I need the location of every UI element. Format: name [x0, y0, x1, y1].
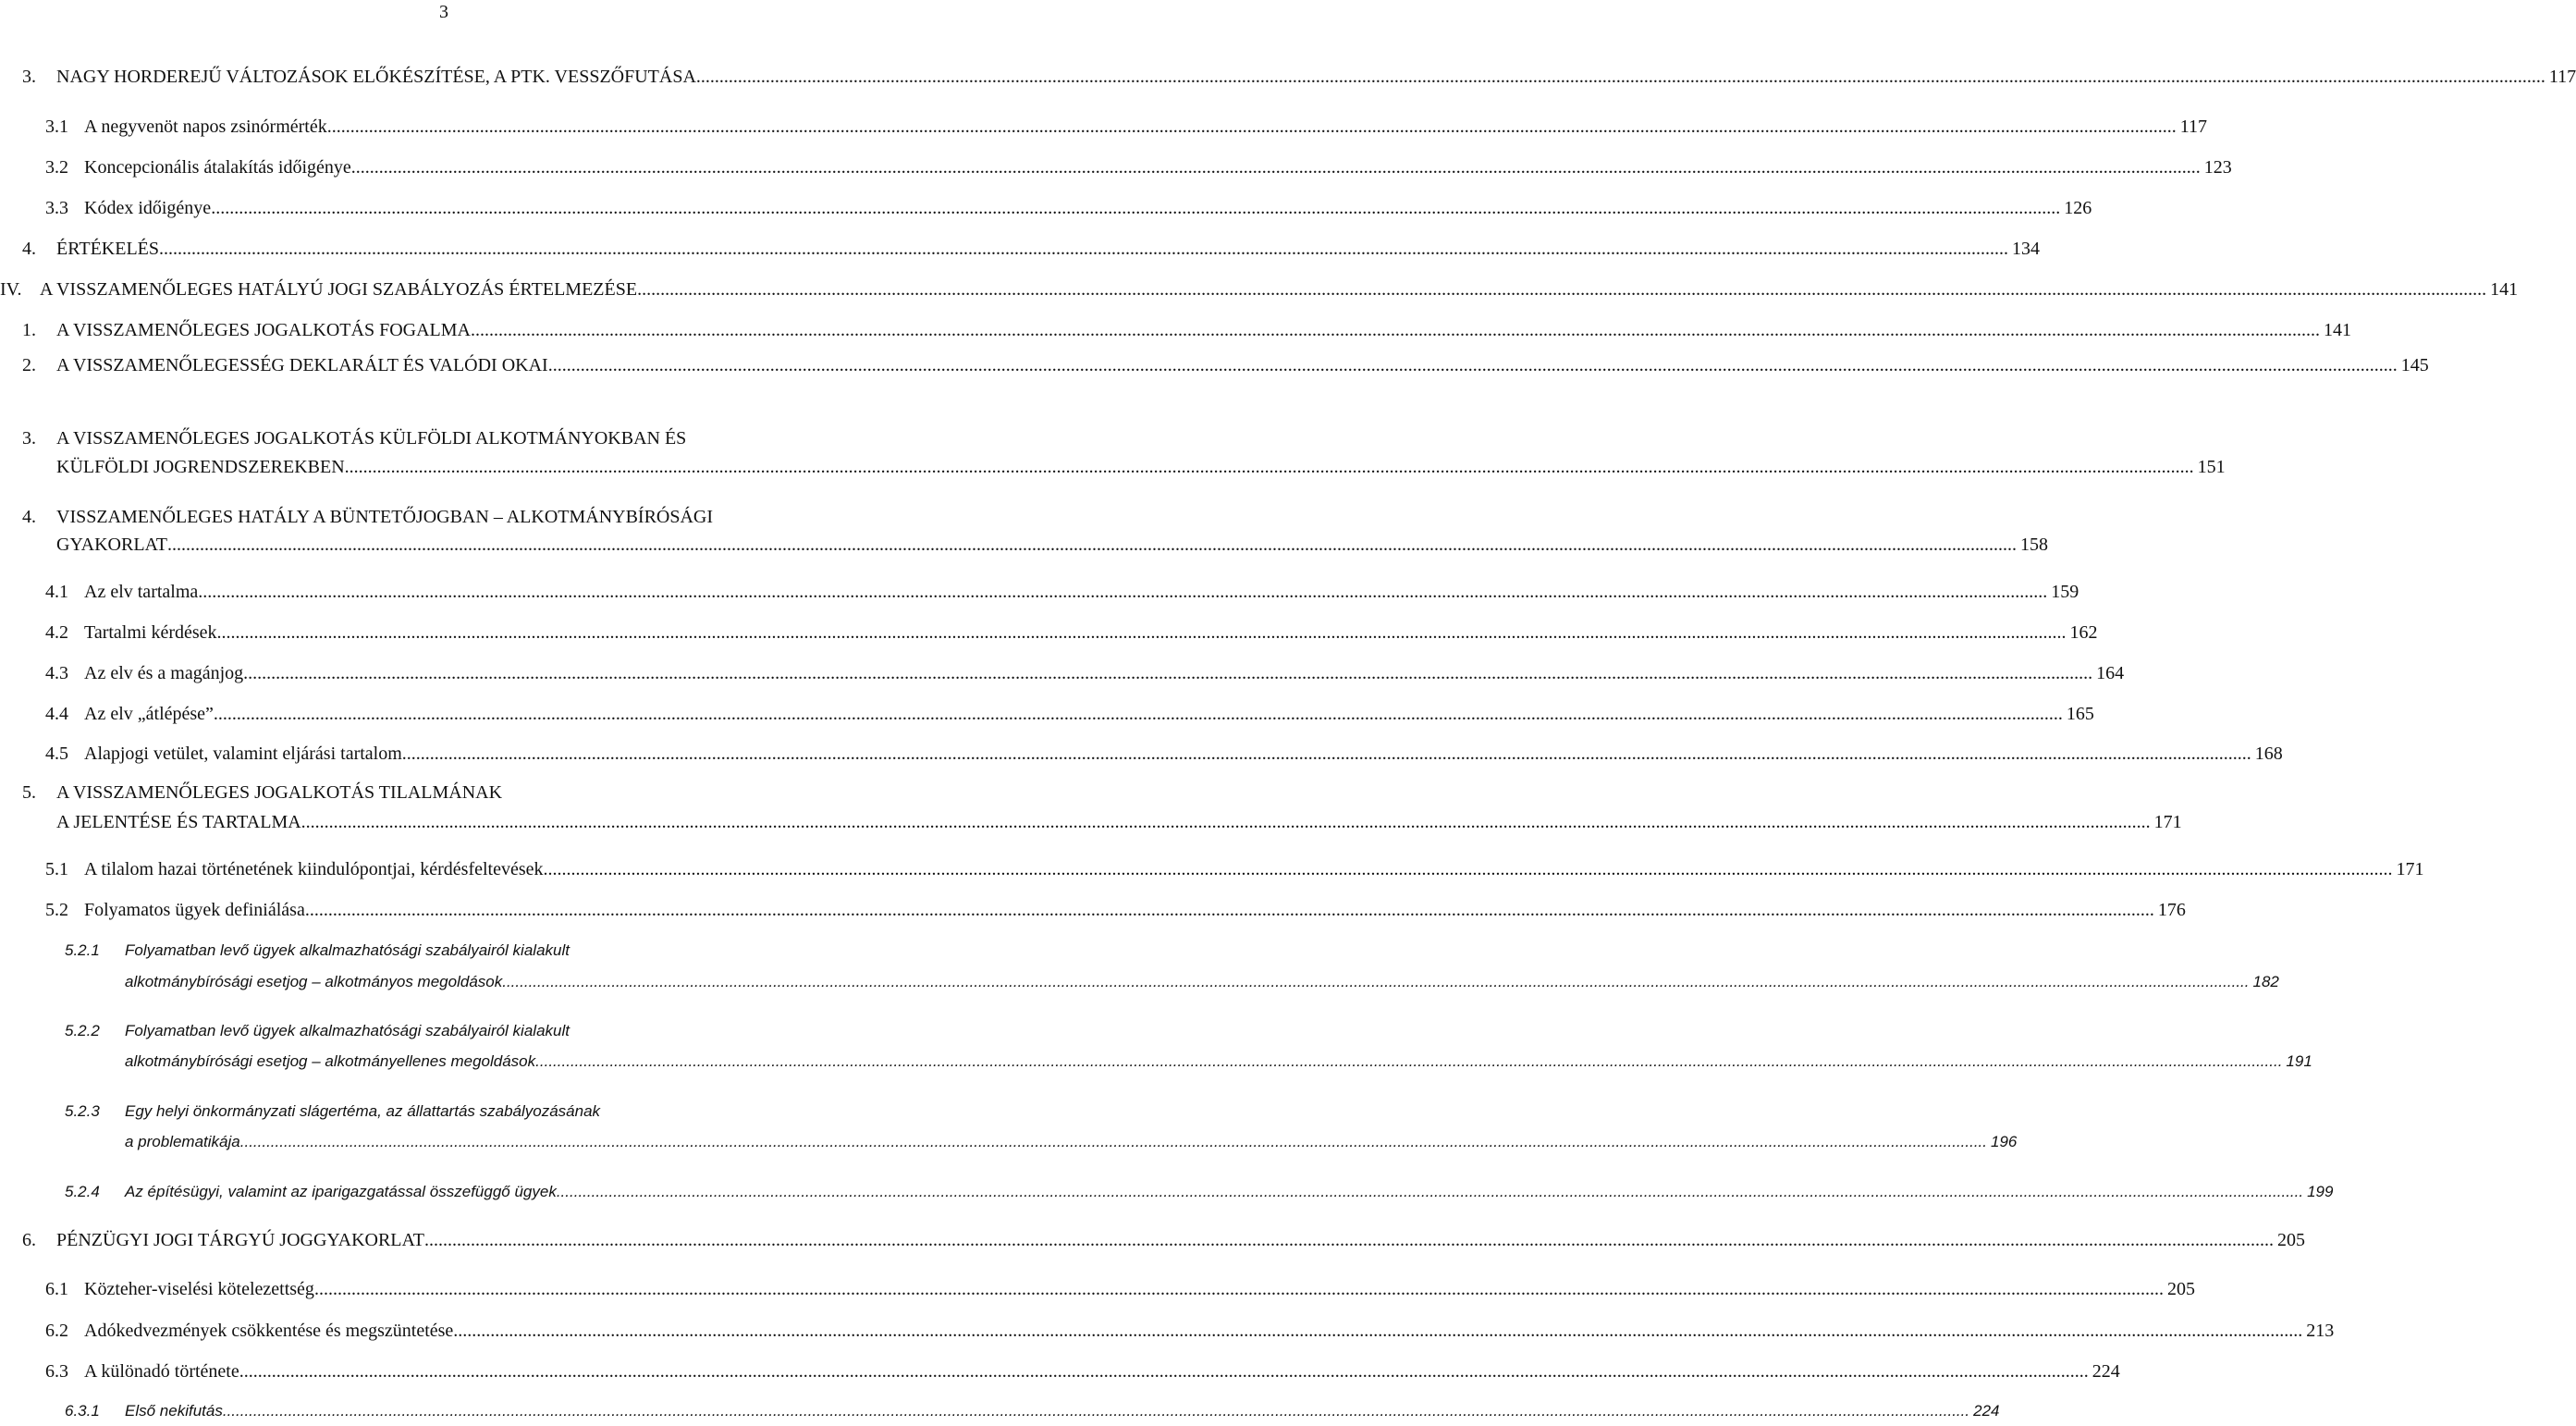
- toc-entry-line: [45, 622, 2098, 644]
- toc-entry-number: 4.3: [45, 663, 68, 683]
- dot-leader: ................................................................................................................................................................................................................................................................................................................................................................................................................: [695, 67, 2545, 87]
- toc-entry-number: 5.2.2: [65, 1022, 100, 1039]
- toc-entry-page: 199: [2307, 1183, 2334, 1200]
- toc-entry-number: 3.1: [45, 117, 68, 137]
- toc-entry-title: Közteher-viselési kötelezettség: [84, 1279, 314, 1299]
- toc-entry-page: 213: [2306, 1321, 2335, 1341]
- dot-leader: ................................................................................................................................................................................................................................................................................................................................................................................................................: [543, 859, 2393, 879]
- toc-entry-page: 123: [2203, 157, 2232, 178]
- dot-leader: ................................................................................................................................................................................................................................................................................................................................................................................................................: [304, 900, 2154, 920]
- toc-entry-number: 4.5: [45, 744, 68, 764]
- page-number: 3: [439, 2, 448, 22]
- dot-leader: ................................................................................................................................................................................................................................................................................................................................................................................................................: [313, 1279, 2164, 1299]
- toc-entry-page: 171: [2396, 859, 2424, 879]
- toc-entry-title: A különadó története: [84, 1361, 239, 1382]
- toc-entry-page: 145: [2400, 355, 2429, 375]
- toc-entry-page: 134: [2012, 239, 2041, 259]
- toc-entry-title: Adókedvezmények csökkentése és megszüntetése: [84, 1321, 454, 1341]
- toc-entry-line: [22, 507, 886, 528]
- toc-entry-number: 4.4: [45, 704, 68, 724]
- toc-entry-line: [45, 157, 2232, 178]
- toc-entry-number: 6.3: [45, 1361, 68, 1382]
- toc-entry-number: 5.: [22, 782, 36, 803]
- dot-leader: ................................................................................................................................................................................................................................................................................................................................................................................................................: [301, 812, 2151, 832]
- toc-entry-title: a problematikája: [125, 1133, 240, 1150]
- toc-entry-line: [65, 941, 886, 960]
- toc-entry-page: 126: [2064, 198, 2092, 218]
- toc-entry-title: A VISSZAMENŐLEGESSÉG DEKLARÁLT ÉS VALÓDI OKAI: [56, 355, 548, 375]
- toc-entry-title: Tartalmi kérdések: [84, 622, 217, 643]
- dot-leader: ................................................................................................................................................................................................................................................................................................................................................................................................................: [198, 582, 2048, 602]
- dot-leader: ................................................................................................................................................................................................................................................................................................................................................................................................................: [344, 457, 2194, 477]
- toc-entry-number: 5.2: [45, 900, 68, 920]
- toc-entry-line: [45, 1361, 2120, 1383]
- toc-entry-number: 3.: [22, 428, 36, 449]
- dot-leader: ................................................................................................................................................................................................................................................................................................................................................................................................................: [535, 1052, 2283, 1070]
- toc-entry-title: Folyamatban levő ügyek alkalmazhatósági szabályairól kialakult: [125, 941, 570, 959]
- toc-entry-title: Az elv tartalma: [84, 582, 199, 602]
- dot-leader: ................................................................................................................................................................................................................................................................................................................................................................................................................: [350, 157, 2201, 178]
- toc-entry-title: Folyamatos ügyek definiálása: [84, 900, 305, 920]
- toc-entry-number: 4.2: [45, 622, 68, 643]
- toc-entry-title: A VISSZAMENŐLEGES JOGALKOTÁS KÜLFÖLDI ALKOTMÁNYOKBAN ÉS: [56, 428, 687, 449]
- toc-entry-page: 159: [2051, 582, 2079, 602]
- toc-entry-page: 171: [2153, 812, 2182, 832]
- toc-entry-title: Első nekifutás: [125, 1402, 223, 1420]
- toc-entry-title: Az elv és a magánjog: [84, 663, 244, 683]
- toc-entry-page: 224: [1973, 1402, 2000, 1420]
- toc-entry-page: 117: [2548, 67, 2576, 87]
- toc-entry-page: 205: [2166, 1279, 2195, 1299]
- dot-leader: ................................................................................................................................................................................................................................................................................................................................................................................................................: [502, 973, 2250, 990]
- dot-leader: ................................................................................................................................................................................................................................................................................................................................................................................................................: [159, 239, 2009, 259]
- toc-entry-line: [22, 428, 886, 449]
- dot-leader: ................................................................................................................................................................................................................................................................................................................................................................................................................: [401, 744, 2251, 764]
- dot-leader: ................................................................................................................................................................................................................................................................................................................................................................................................................: [453, 1321, 2303, 1341]
- toc-entry-number: 5.2.4: [65, 1183, 100, 1200]
- toc-entry-number: 6.2: [45, 1321, 68, 1341]
- toc-entry-title: Egy helyi önkormányzati slágertéma, az állattartás szabályozásának: [125, 1102, 601, 1120]
- toc-entry-title: A JELENTÉSE ÉS TARTALMA: [56, 812, 301, 832]
- toc-entry-title: Alapjogi vetület, valamint eljárási tartalom: [84, 744, 402, 764]
- toc-entry-number: 1.: [22, 320, 36, 340]
- toc-entry-title: alkotmánybírósági esetjog – alkotmányos megoldások: [125, 973, 503, 990]
- toc-entry-page: 182: [2252, 973, 2279, 990]
- toc-entry-title: A tilalom hazai történetének kiindulópontjai, kérdésfeltevések: [84, 859, 544, 879]
- toc-entry-page: 158: [2020, 535, 2048, 555]
- toc-entry-page: 164: [2096, 663, 2125, 683]
- toc-entry-number: 4.: [22, 239, 36, 259]
- dot-leader: ................................................................................................................................................................................................................................................................................................................................................................................................................: [211, 198, 2061, 218]
- toc-entry-line: [45, 704, 2094, 725]
- toc-entry-page: 168: [2254, 744, 2283, 764]
- toc-entry-line: [65, 1183, 2334, 1201]
- toc-entry-line: [56, 535, 2048, 556]
- toc-entry-line: [45, 117, 2207, 138]
- dot-leader: ................................................................................................................................................................................................................................................................................................................................................................................................................: [243, 663, 2093, 683]
- dot-leader: ................................................................................................................................................................................................................................................................................................................................................................................................................: [222, 1402, 1970, 1420]
- toc-entry-line: [45, 744, 2283, 765]
- toc-entry-page: 176: [2157, 900, 2186, 920]
- toc-entry-title: ÉRTÉKELÉS: [56, 239, 160, 259]
- toc-entry-line: [22, 782, 886, 804]
- toc-entry-title: VISSZAMENŐLEGES HATÁLY A BÜNTETŐJOGBAN – ALKOTMÁNYBÍRÓSÁGI: [56, 507, 714, 527]
- toc-entry-line: [22, 67, 2576, 88]
- toc-entry-page: 165: [2066, 704, 2094, 724]
- toc-entry-page: 196: [1991, 1133, 2018, 1150]
- toc-entry-number: 6.: [22, 1230, 36, 1250]
- toc-entry-line: [65, 1022, 886, 1040]
- toc-entry-number: 5.1: [45, 859, 68, 879]
- toc-entry-page: 224: [2091, 1361, 2120, 1382]
- dot-leader: ................................................................................................................................................................................................................................................................................................................................................................................................................: [213, 704, 2063, 724]
- toc-entry-title: KÜLFÖLDI JOGRENDSZEREKBEN: [56, 457, 345, 477]
- toc-entry-line: [22, 239, 2041, 260]
- toc-entry-title: Az elv „átlépése”: [84, 704, 214, 724]
- toc-entry-line: [45, 900, 2186, 921]
- toc-entry-title: NAGY HORDEREJŰ VÁLTOZÁSOK ELŐKÉSZÍTÉSE, A PTK. VESSZŐFUTÁSA: [56, 67, 696, 87]
- toc-entry-page: 141: [2324, 320, 2351, 340]
- toc-entry-title: Folyamatban levő ügyek alkalmazhatósági szabályairól kialakult: [125, 1022, 570, 1039]
- dot-leader: ................................................................................................................................................................................................................................................................................................................................................................................................................: [547, 355, 2398, 375]
- dot-leader: ................................................................................................................................................................................................................................................................................................................................................................................................................: [423, 1230, 2274, 1250]
- toc-entry-line: [45, 859, 2424, 880]
- toc-entry-line: [45, 663, 2125, 684]
- toc-entry-line: [125, 1052, 2312, 1071]
- toc-entry-number: 6.3.1: [65, 1402, 100, 1420]
- dot-leader: ................................................................................................................................................................................................................................................................................................................................................................................................................: [326, 117, 2177, 137]
- toc-entry-number: 4.1: [45, 582, 68, 602]
- dot-leader: ................................................................................................................................................................................................................................................................................................................................................................................................................: [471, 320, 2320, 340]
- toc-entry-line: [45, 1279, 2195, 1300]
- toc-entry-line: [125, 1133, 2018, 1151]
- toc-entry-number: 3.2: [45, 157, 68, 178]
- toc-entry-page: 141: [2490, 279, 2519, 300]
- toc-entry-line: [22, 1230, 2305, 1251]
- toc-entry-number: 4.: [22, 507, 36, 527]
- dot-leader: ................................................................................................................................................................................................................................................................................................................................................................................................................: [637, 279, 2487, 300]
- toc-entry-title: A VISSZAMENŐLEGES HATÁLYÚ JOGI SZABÁLYOZÁS ÉRTELMEZÉSE: [40, 279, 638, 300]
- dot-leader: ................................................................................................................................................................................................................................................................................................................................................................................................................: [239, 1361, 2089, 1382]
- toc-entry-number: 3.: [22, 67, 36, 87]
- toc-entry-title: Az építésügyi, valamint az iparigazgatással összefüggő ügyek: [125, 1183, 557, 1200]
- toc-entry-line: [45, 582, 2079, 603]
- toc-entry-line: [45, 198, 2092, 219]
- toc-entry-page: 117: [2179, 117, 2207, 137]
- toc-entry-line: [22, 355, 2429, 376]
- toc-entry-number: 2.: [22, 355, 36, 375]
- toc-entry-number: 3.3: [45, 198, 68, 218]
- dot-leader: ................................................................................................................................................................................................................................................................................................................................................................................................................: [216, 622, 2067, 643]
- toc-entry-line: [125, 973, 2279, 991]
- toc-entry-page: 205: [2276, 1230, 2305, 1250]
- toc-entry-title: A negyvenöt napos zsinórmérték: [84, 117, 327, 137]
- toc-entry-title: A VISSZAMENŐLEGES JOGALKOTÁS FOGALMA: [56, 320, 471, 340]
- toc-entry-title: PÉNZÜGYI JOGI TÁRGYÚ JOGGYAKORLAT: [56, 1230, 424, 1250]
- toc-entry-line: [22, 320, 2351, 341]
- toc-entry-number: IV.: [0, 279, 22, 300]
- toc-entry-title: Koncepcionális átalakítás időigénye: [84, 157, 351, 178]
- toc-entry-line: [56, 812, 2182, 833]
- toc-entry-line: [65, 1402, 2000, 1420]
- toc-entry-line: [45, 1321, 2335, 1342]
- dot-leader: ................................................................................................................................................................................................................................................................................................................................................................................................................: [167, 535, 2017, 555]
- dot-leader: ................................................................................................................................................................................................................................................................................................................................................................................................................: [239, 1133, 1988, 1150]
- toc-entry-number: 6.1: [45, 1279, 68, 1299]
- toc-entry-line: [65, 1102, 886, 1121]
- toc-entry-title: alkotmánybírósági esetjog – alkotmányellenes megoldások: [125, 1052, 536, 1070]
- toc-entry-title: GYAKORLAT: [56, 535, 167, 555]
- toc-entry-number: 5.2.1: [65, 941, 100, 959]
- toc-entry-page: 162: [2069, 622, 2098, 643]
- toc-entry-title: A VISSZAMENŐLEGES JOGALKOTÁS TILALMÁNAK: [56, 782, 503, 803]
- toc-entry-line: [0, 279, 2519, 301]
- toc-entry-line: [56, 457, 2226, 478]
- toc-entry-page: 151: [2197, 457, 2226, 477]
- toc-entry-title: Kódex időigénye: [84, 198, 212, 218]
- toc-entry-page: 191: [2286, 1052, 2312, 1070]
- toc-entry-number: 5.2.3: [65, 1102, 100, 1120]
- dot-leader: ................................................................................................................................................................................................................................................................................................................................................................................................................: [556, 1183, 2304, 1200]
